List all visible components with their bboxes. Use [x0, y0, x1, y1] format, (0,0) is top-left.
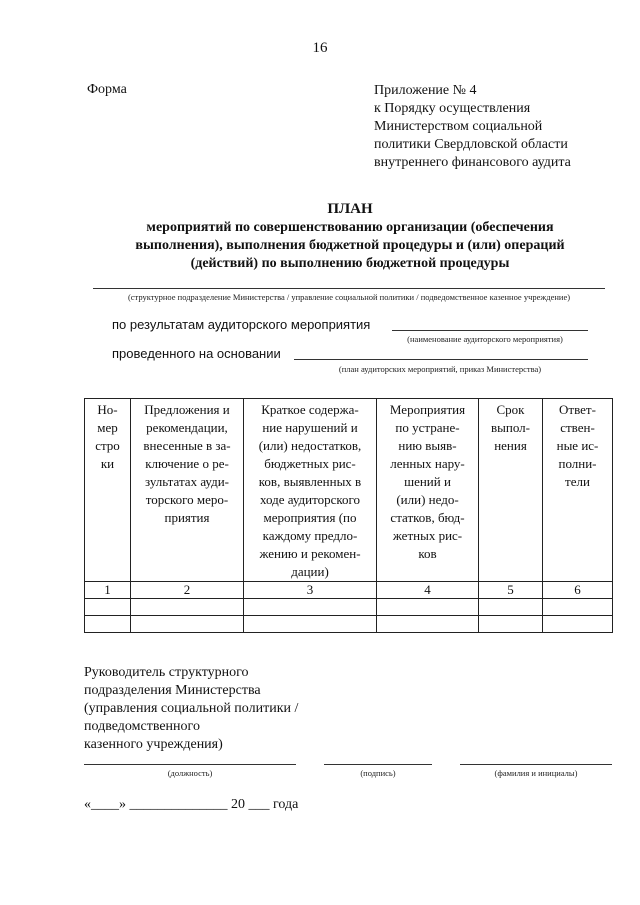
column-number: 6 — [543, 582, 613, 599]
table-cell — [85, 616, 131, 633]
header-measures: Мероприятия по устране- нию выяв- ленных нару- шений и (или) недо- статков, бюд- жетных рис- ков — [377, 399, 479, 582]
plan-subtitle-line: (действий) по выполнению бюджетной процедуры — [190, 256, 510, 271]
table-cell — [543, 616, 613, 633]
column-number: 3 — [244, 582, 377, 599]
header-responsible: Ответ- ствен- ные ис- полни- тели — [543, 399, 613, 582]
table-header-row — [85, 399, 613, 582]
header-deadline: Срок выпол- нения — [479, 399, 543, 582]
table-cell — [131, 599, 244, 616]
position-fill-line — [84, 764, 296, 765]
table-row — [85, 599, 613, 616]
audit-name-note: (наименование аудиторского мероприятия) — [407, 334, 563, 344]
plan-subtitle-line: мероприятий по совершенствованию организации (обеспечения — [146, 220, 554, 235]
table-cell — [131, 616, 244, 633]
table-cell — [244, 616, 377, 633]
appendix-line: Министерством социальной — [374, 119, 543, 134]
appendix-line: внутреннего финансового аудита — [374, 155, 571, 170]
signature-line: Руководитель структурного — [84, 665, 249, 680]
appendix-line: к Порядку осуществления — [374, 101, 531, 116]
appendix-line: политики Свердловской области — [374, 137, 568, 152]
signature-line: казенного учреждения) — [84, 737, 223, 752]
table-number-row — [85, 582, 613, 599]
position-note: (должность) — [167, 768, 213, 778]
page-number: 16 — [312, 40, 328, 56]
column-number: 5 — [479, 582, 543, 599]
signature-note: (подпись) — [360, 768, 396, 778]
appendix-block — [374, 82, 571, 172]
header-violations-summary: Краткое содержа- ние нарушений и (или) недостатков, бюджетных рис- ков, выявленных в ходе аудиторского мероприятия (по каждому предло- жению и рекомен- дации) — [244, 399, 377, 582]
unit-fill-line — [93, 288, 605, 289]
basis-note: (план аудиторских мероприятий, приказ Министерства) — [338, 364, 542, 374]
column-number: 4 — [377, 582, 479, 599]
date-line: «____» ______________ 20 ___ года — [84, 797, 299, 812]
signature-line: (управления социальной политики / — [84, 701, 299, 716]
table-cell — [543, 599, 613, 616]
signature-line: подведомственного — [84, 719, 200, 734]
name-note: (фамилия и инициалы) — [494, 768, 578, 778]
column-number: 2 — [131, 582, 244, 599]
basis-fill-line — [294, 359, 588, 360]
audit-results-label: по результатам аудиторского мероприятия — [112, 317, 371, 332]
header-row-number: Но- мер стро ки — [85, 399, 131, 582]
table-cell — [479, 599, 543, 616]
table-cell — [377, 599, 479, 616]
signature-line: подразделения Министерства — [84, 683, 261, 698]
appendix-line: Приложение № 4 — [374, 83, 477, 98]
table-cell — [377, 616, 479, 633]
signature-block — [84, 664, 298, 754]
plan-title: ПЛАН — [327, 201, 373, 217]
table-cell — [244, 599, 377, 616]
table-cell — [85, 599, 131, 616]
table-row — [85, 616, 613, 633]
basis-label: проведенного на основании — [112, 346, 281, 361]
plan-subtitle-line: выполнения), выполнения бюджетной процедуры и (или) операций — [135, 238, 565, 253]
header-proposals: Предложения и рекомендации, внесенные в за- ключение о ре- зультатах ауди- торского меро- приятия — [131, 399, 244, 582]
column-number: 1 — [85, 582, 131, 599]
audit-name-fill-line — [392, 330, 588, 331]
table-cell — [479, 616, 543, 633]
plan-table — [84, 398, 613, 633]
signature-fill-line — [324, 764, 432, 765]
plan-subtitle — [70, 219, 630, 273]
name-fill-line — [460, 764, 612, 765]
unit-note: (структурное подразделение Министерства / управление социальной политики / подведомственное казенное учреждение) — [127, 292, 571, 302]
form-label: Форма — [87, 82, 127, 97]
